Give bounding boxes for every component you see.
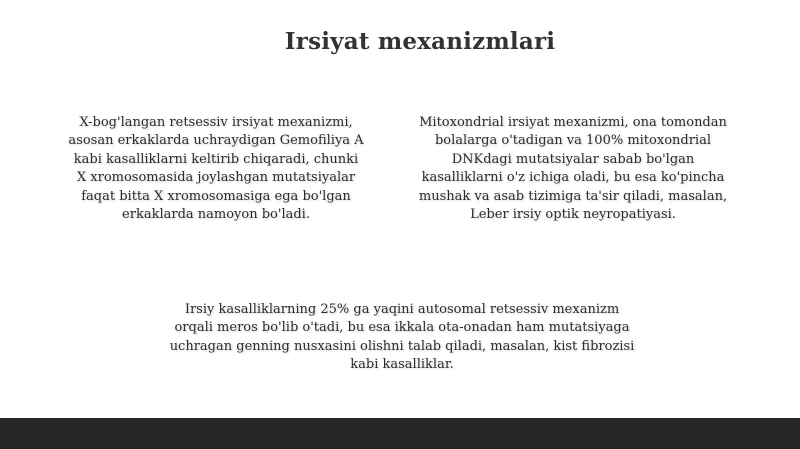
paragraph-autosomal: Irsiy kasalliklarning 25% ga yaqini autosomal retsessiv mexanizm orqali meros bo'lib o'tadi, bu esa ikkala ota-onadan ham mutatsiyaga uchragan genning nusxasini olishni talab qiladi, masalan, kist fibrozisi kabi kasalliklar.	[169, 302, 635, 373]
paragraph-mitochondrial: Mitoxondrial irsiyat mexanizmi, ona tomondan bolalarga o'tadigan va 100% mitoxondrial DNKdagi mutatsiyalar sabab bo'lgan kasalliklarni o'z ichiga oladi, bu esa ko'pincha mushak va asab tizimiga ta'sir qiladi, masalan, Leber irsiy optik neyropatiyasi.	[418, 115, 728, 223]
paragraph-x-linked: X-bog'langan retsessiv irsiyat mexanizmi, asosan erkaklarda uchraydigan Gemofiliya A kabi kasalliklarni keltirib chiqaradi, chunki X xromosomasida joylashgan mutatsiyalar faqat bitta X xromosomasiga ega bo'lgan erkaklarda namoyon bo'ladi.	[68, 115, 364, 223]
slide-title: Irsiyat mexanizmlari	[284, 28, 556, 55]
footer-bar	[0, 418, 800, 449]
